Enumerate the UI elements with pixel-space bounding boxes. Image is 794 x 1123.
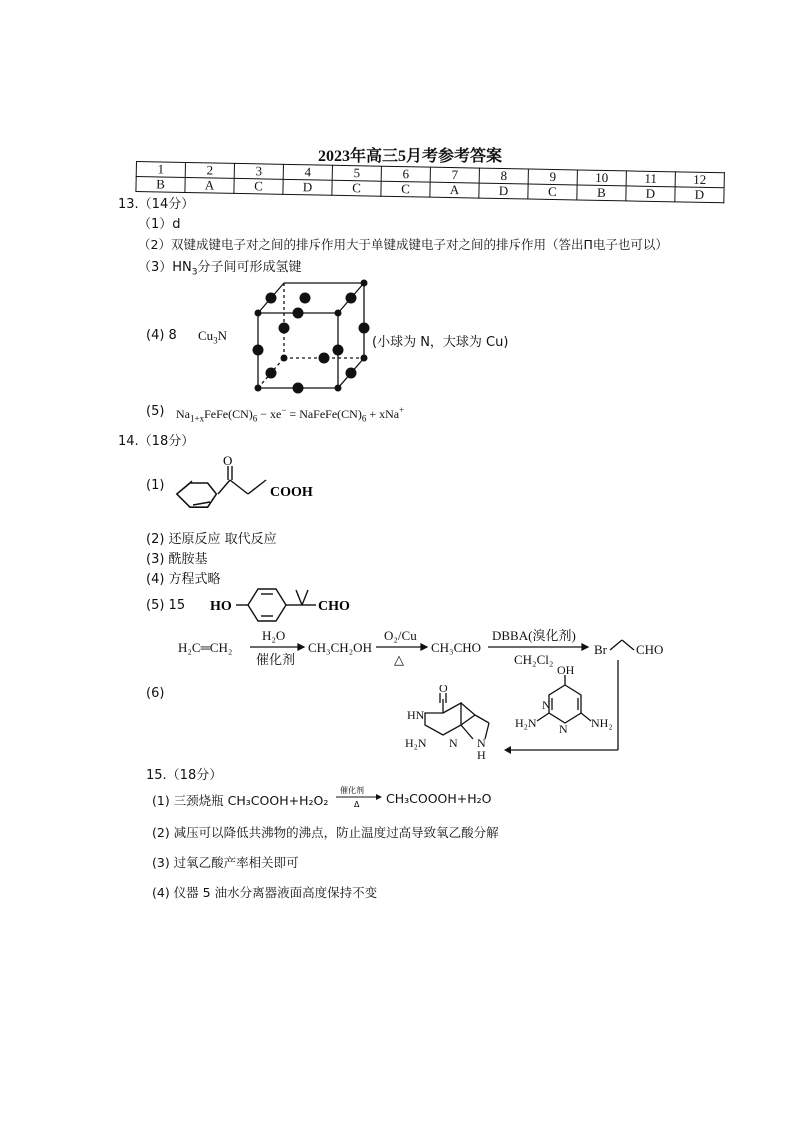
table-cell-answer: D (626, 186, 675, 202)
table-cell-answer: A (185, 177, 234, 193)
pyrimidine-nh2-label: NH₂ (591, 716, 613, 730)
table-cell-answer: D (283, 179, 332, 195)
acetaldehyde-label: CH₃CHO (431, 640, 482, 655)
q15-answer-2: (2) 减压可以降低共沸物的沸点，防止温度过高导致氧乙酸分解 (152, 825, 499, 840)
ethanol-label: CH₃CH₂OH (308, 640, 372, 655)
reaction-1-reagent: H₂O (262, 628, 286, 643)
product-nh-n-label: N (477, 736, 486, 750)
cooh-label: COOH (270, 485, 313, 500)
eq-part: + xNa (366, 407, 400, 421)
answer-table (135, 161, 724, 203)
q15-answer-1 (152, 791, 328, 809)
table-cell-answer: B (136, 177, 185, 193)
pyrimidine-n2-label: N (559, 722, 568, 736)
ho-label: HO (210, 599, 232, 614)
table-cell-number: 11 (626, 171, 675, 187)
reaction-1-condition: 催化剂 (256, 652, 296, 667)
q14-header: 14.（18分） (118, 434, 195, 449)
q13-answer-4-formula (198, 328, 227, 346)
q15-answer-3: (3) 过氧乙酸产率相关即可 (152, 855, 299, 870)
q14-answer-2: (2) 还原反应 取代反应 (146, 532, 277, 547)
q14-answer-1-label: (1) (146, 478, 165, 493)
eq-part: FeFe(CN) (204, 407, 253, 421)
table-cell-answer: C (332, 180, 381, 196)
cho-label: CHO (318, 599, 350, 614)
q14-answer-5-label: (5) 15 (146, 598, 186, 613)
q15-catalyst-label: 催化剂 (340, 786, 364, 795)
table-cell-number: 4 (283, 164, 332, 180)
table-cell-number: 5 (332, 165, 381, 181)
eq-sub: 6 (361, 413, 367, 424)
q13-answer-4-number: (4) 8 (146, 328, 177, 343)
eq-part: − xe (257, 407, 282, 421)
table-cell-answer: D (479, 183, 528, 199)
product-n-label: N (449, 736, 458, 750)
formula-part: N (217, 328, 228, 343)
aminopyrimidine-structure (515, 665, 625, 745)
table-cell-number: 6 (381, 166, 430, 182)
product-structure (405, 685, 505, 765)
eq-part: = NaFeFe(CN) (286, 407, 362, 421)
reaction-3-reagent: DBBA(溴化剂) (492, 628, 576, 643)
eq-sub: 6 (252, 413, 258, 424)
table-cell-number: 3 (234, 163, 283, 179)
table-cell-answer: B (577, 185, 626, 201)
pyrimidine-h2n-label: H₂N (515, 716, 537, 730)
product-o-label: O (439, 685, 448, 695)
q14-answer-6-label: (6) (146, 686, 165, 701)
table-cell-answer: C (381, 181, 430, 197)
product-h2n-label: H₂N (405, 736, 427, 750)
q15-answer-4: (4) 仪器 5 油水分离器液面高度保持不变 (152, 885, 378, 900)
table-cell-number: 7 (430, 167, 479, 183)
product-hn-label: HN (407, 708, 425, 722)
ethylene-label: H₂C═CH₂ (178, 640, 233, 655)
table-cell-number: 10 (577, 170, 626, 186)
table-cell-number: 8 (479, 168, 528, 184)
table-cell-number: 2 (185, 162, 234, 178)
product-nh-h-label: H (477, 748, 486, 762)
q13-answer-5-equation (176, 405, 404, 423)
q14-answer-3: (3) 酰胺基 (146, 552, 208, 567)
q13-answer-1: （1）d (138, 217, 181, 232)
pyrimidine-n1-label: N (542, 698, 551, 712)
table-cell-number: 1 (136, 162, 185, 178)
q15-heat-label: Δ (354, 800, 360, 809)
table-cell-answer: D (675, 187, 724, 203)
eq-part: Na (176, 407, 190, 421)
table-cell-answer: A (430, 182, 479, 198)
eq-sup: + (399, 405, 405, 415)
q15-answer-1-product: CH₃COOOH+H₂O (386, 791, 492, 806)
q13-answer-5-label: (5) (146, 404, 165, 419)
table-cell-number: 9 (528, 169, 577, 185)
table-cell-answer: C (234, 178, 283, 194)
pyrimidine-oh-label: OH (557, 665, 575, 677)
eq-sup: − (281, 405, 287, 415)
bromoacetaldehyde-cho: CHO (636, 642, 664, 657)
q13-answer-3-sub: 3 (191, 267, 198, 278)
oxygen-label: O (223, 453, 233, 468)
reaction-3-condition: CH₂Cl₂ (514, 652, 554, 667)
q15-header: 15.（18分） (146, 768, 223, 783)
q13-answer-3-text: （3）HN (138, 260, 192, 275)
reaction-2-condition: △ (394, 652, 404, 667)
q14-answer-4: (4) 方程式略 (146, 572, 221, 587)
reaction-2-reagent: O₂/Cu (384, 628, 417, 643)
eq-sub: 1+x (190, 413, 205, 424)
bromo-label: Br (594, 642, 607, 657)
page-title: 2023年高三5月考参考答案 (318, 148, 503, 165)
q13-answer-2: （2）双键成键电子对之间的排斥作用大于单键成键电子对之间的排斥作用（答出Π电子也可以） (138, 237, 668, 252)
q15-reaction-arrow (334, 784, 384, 810)
table-cell-number: 12 (675, 172, 724, 188)
q14-structure-1 (170, 450, 330, 530)
q13-header: 13.（14分） (118, 197, 195, 212)
table-cell-answer: C (528, 184, 577, 200)
q13-answer-4-note: (小球为 N，大球为 Cu) (372, 335, 509, 350)
q15-answer-1-text: (1) 三颈烧瓶 CH₃COOH+H₂O₂ (152, 793, 329, 808)
crystal-cell-diagram (250, 275, 372, 395)
formula-sub: 3 (213, 335, 218, 346)
q13-answer-3-text-post: 分子间可形成氢键 (197, 260, 302, 275)
formula-part: Cu (198, 328, 214, 343)
